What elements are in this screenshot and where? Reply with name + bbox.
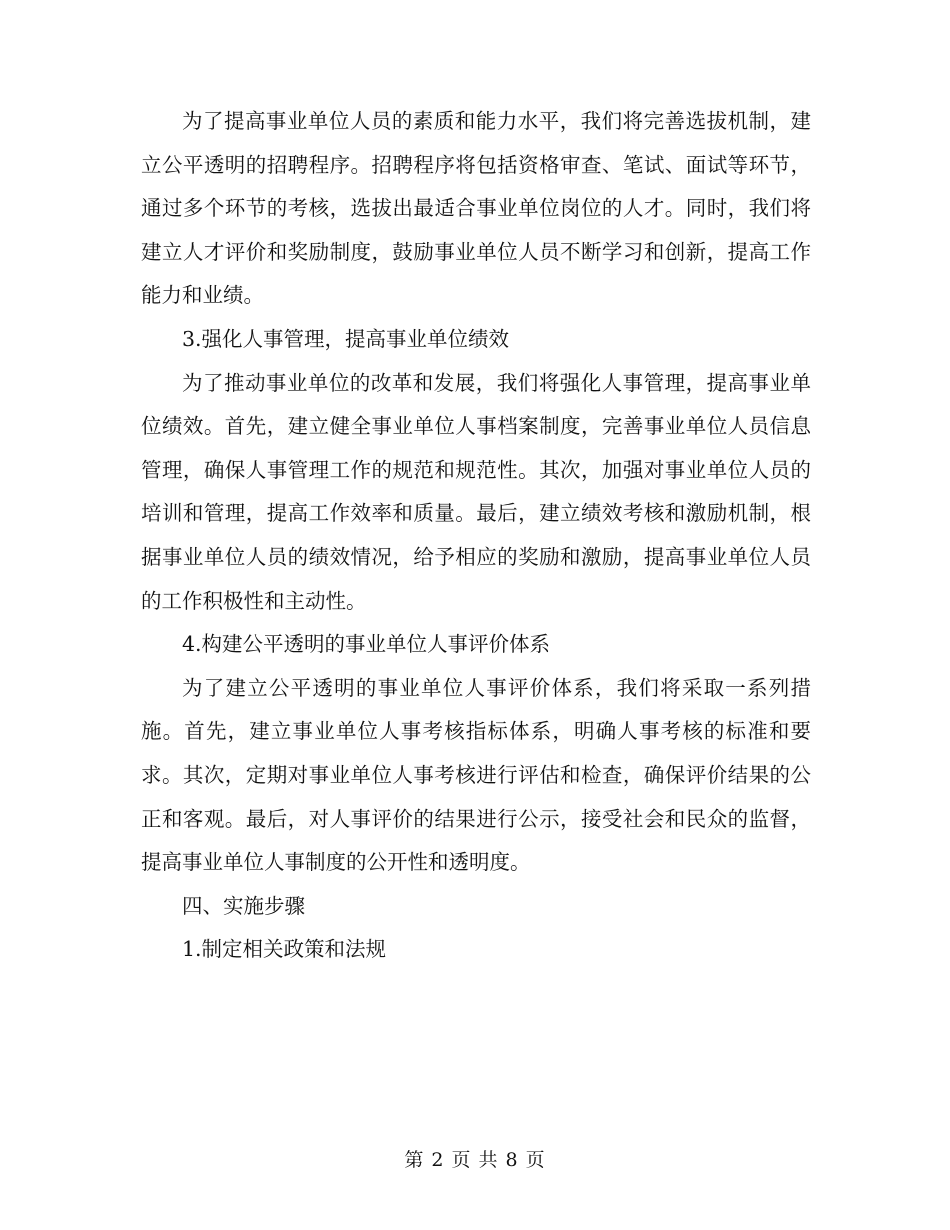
heading-evaluation-system: 4.构建公平透明的事业单位人事评价体系 [182, 632, 551, 657]
paragraph-recruitment: 为了提高事业单位人员的素质和能力水平，我们将完善选拔机制，建立公平透明的招聘程序。招聘程序将包括资格审查、笔试、面试等环节，通过多个环节的考核，选拔出最适合事业单位岗位的人才。同时，我们将建立人才评价和奖励制度，鼓励事业单位人员不断学习和创新，提高工作能力和业绩。 [141, 109, 811, 308]
heading-implementation-steps: 四、实施步骤 [182, 893, 305, 918]
heading-policies-regulations: 1.制定相关政策和法规 [182, 937, 387, 962]
paragraph-evaluation-system: 为了建立公平透明的事业单位人事评价体系，我们将采取一系列措施。首先，建立事业单位人事考核指标体系，明确人事考核的标准和要求。其次，定期对事业单位人事考核进行评估和检查，确保评价结果的公正和客观。最后，对人事评价的结果进行公示，接受社会和民众的监督，提高事业单位人事制度的公开性和透明度。 [141, 675, 811, 875]
heading-strengthen-personnel-management: 3.强化人事管理，提高事业单位绩效 [182, 326, 510, 351]
paragraph-personnel-management: 为了推动事业单位的改革和发展，我们将强化人事管理，提高事业单位绩效。首先，建立健全事业单位人事档案制度，完善事业单位人员信息管理，确保人事管理工作的规范和规范性。其次，加强对事业单位人员的培训和管理，提高工作效率和质量。最后，建立绩效考核和激励机制，根据事业单位人员的绩效情况，给予相应的奖励和激励，提高事业单位人员的工作积极性和主动性。 [141, 370, 811, 613]
page-number-footer: 第 2 页 共 8 页 [404, 1149, 546, 1171]
document-body [141, 100, 811, 972]
